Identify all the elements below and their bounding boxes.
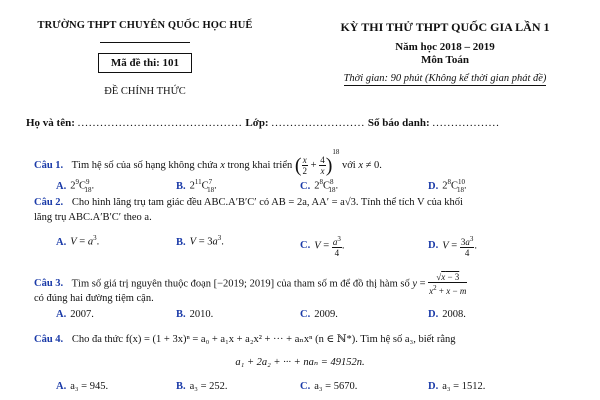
class-label: Lớp:	[245, 117, 269, 129]
q4-option-b[interactable]: B. a₃ = 252.	[176, 381, 228, 392]
question-3-text: Tìm số giá trị nguyên thuộc đoạn [−2019; 2019] của tham số m để đồ thị hàm số	[71, 278, 410, 290]
q3-option-a[interactable]: A. 2007.	[56, 309, 94, 320]
header-right	[310, 20, 580, 86]
question-3-text-2: có đúng hai đường tiệm cận.	[34, 293, 154, 304]
official-label: ĐỀ CHÍNH THỨC	[104, 86, 186, 97]
question-1-text-c: với	[342, 160, 356, 171]
q1-option-b[interactable]: B. $2^{11}C^7_{18}$.	[176, 178, 217, 194]
q1-option-a[interactable]: A. $2^9C^9_{18}$.	[56, 178, 95, 194]
class-dots: .........................	[271, 117, 366, 129]
question-3: Câu 3. Tìm số giá trị nguyên thuộc đoạn [−2019; 2019] của tham số m để đồ thị hàm số y = $\frac{√x - 3}{x^2 + x - m}$	[34, 272, 467, 296]
q1-option-d[interactable]: D. $2^8C^{10}_{18}$.	[428, 178, 467, 194]
exam-code-box: Mã đề thi: 101	[98, 53, 192, 73]
name-dots: ............................................	[77, 117, 243, 129]
q2-option-c[interactable]: C. V = $\frac{a^3}{4}$ .	[300, 235, 345, 258]
header-left	[30, 20, 260, 97]
question-4-equation: a₁ + 2a₂ + ··· + naₙ = 49152n.	[235, 357, 365, 368]
school-underline	[100, 42, 190, 43]
question-4-label: Câu 4.	[34, 334, 64, 345]
time-limit: Thời gian: 90 phút (Không kể thời gian phát đề)	[343, 73, 547, 84]
question-3-label: Câu 3.	[34, 278, 64, 290]
q4-option-a[interactable]: A. a₃ = 945.	[56, 381, 109, 392]
question-1: Câu 1. Tìm hệ số của số hạng không chứa x trong khai triển ( $\frac{x}{2}$ + $\frac{4}{x}$ )$^{18}$ với x ≠ 0.	[34, 148, 382, 177]
q1-option-c[interactable]: C. $2^8C^8_{18}$.	[300, 178, 339, 194]
q4-option-c[interactable]: C. a₃ = 5670.	[300, 381, 358, 392]
question-4-text: Cho đa thức f(x) = (1 + 3x)ⁿ = a₀ + a₁x + a₂x² + ··· + aₙxⁿ (n ∈ ℕ*). Tìm hệ số a₃, biết rằng	[71, 334, 456, 345]
student-info-line	[26, 117, 586, 129]
school-year: Năm học 2018 – 2019	[395, 41, 495, 53]
q2-option-b[interactable]: B. $V = 3a^3$.	[176, 234, 224, 248]
q3-option-d[interactable]: D. 2008.	[428, 309, 466, 320]
id-dots: ..................	[432, 117, 500, 129]
question-4	[34, 333, 574, 345]
question-2-label: Câu 2.	[34, 197, 64, 208]
question-1-text-b: trong khai triển	[227, 160, 293, 171]
question-2-cont	[34, 212, 574, 223]
q2-option-d[interactable]: D. V = $\frac{3a^3}{4}$ .	[428, 235, 477, 258]
name-label: Họ và tên:	[26, 117, 75, 129]
question-2-text: Cho hình lăng trụ tam giác đều ABC.A′B′C′ có AB = 2a, AA′ = a√3. Tính thể tích V của khối	[71, 197, 463, 208]
q4-option-d[interactable]: D. a₃ = 1512.	[428, 381, 486, 392]
id-label: Số báo danh:	[367, 117, 430, 129]
question-2-text-2: lăng trụ ABC.A′B′C′ theo a.	[34, 212, 152, 223]
question-3-cont	[34, 293, 574, 304]
q2-option-a[interactable]: A. $V = a^3$.	[56, 234, 100, 248]
subject: Môn Toán	[421, 54, 469, 66]
q3-option-c[interactable]: C. 2009.	[300, 309, 338, 320]
question-1-text-a: Tìm hệ số của số hạng không chứa	[71, 160, 218, 171]
exam-title: KỲ THI THỬ THPT QUỐC GIA LẦN 1	[340, 20, 550, 34]
q3-option-b[interactable]: B. 2010.	[176, 309, 214, 320]
question-1-label: Câu 1.	[34, 160, 64, 171]
question-2	[34, 197, 574, 208]
school-name: TRƯỜNG THPT CHUYÊN QUỐC HỌC HUẾ	[37, 20, 253, 31]
